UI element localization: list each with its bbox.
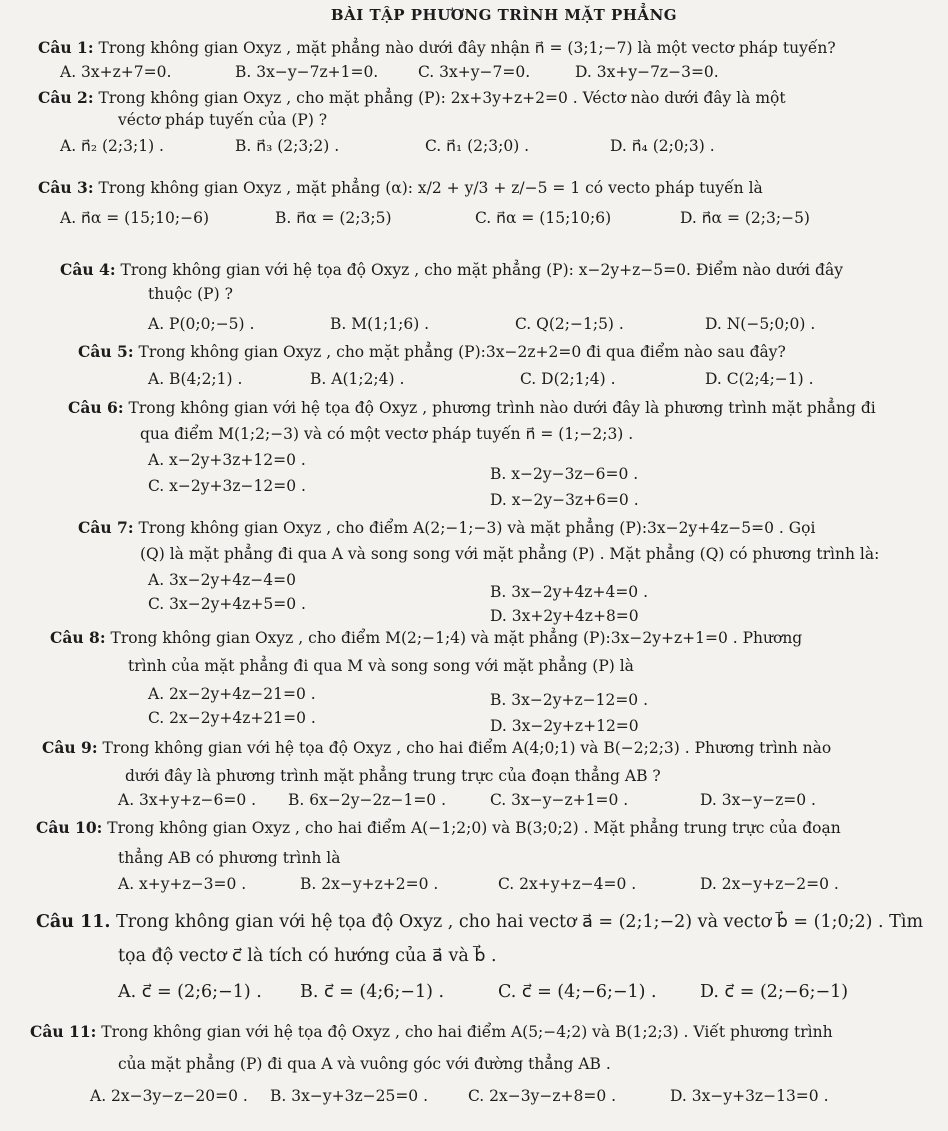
option-c[interactable]: C. n⃗α = (15;10;6) (475, 209, 612, 227)
question-label: Câu 6: (68, 398, 124, 417)
question-label: Câu 1: (38, 38, 94, 57)
question-text-line2: của mặt phẳng (P) đi qua A và vuông góc với đường thẳng AB . (118, 1055, 611, 1073)
option-a[interactable]: A. x+y+z−3=0 . (118, 875, 247, 893)
option-b[interactable]: B. n⃗α = (2;3;5) (275, 209, 392, 227)
question-label: Câu 11: (30, 1022, 97, 1041)
question-text-line2: véctơ pháp tuyến của (P) ? (118, 111, 328, 129)
question-label: Câu 4: (60, 260, 116, 279)
question-label: Câu 11. (36, 912, 111, 932)
question-label: Câu 3: (38, 178, 94, 197)
option-c[interactable]: C. c⃗ = (4;−6;−1) . (498, 982, 657, 1002)
option-c[interactable]: C. Q(2;−1;5) . (515, 315, 624, 333)
question-text: Câu 10: Trong không gian Oxyz , cho hai điểm A(−1;2;0) và B(3;0;2) . Mặt phẳng trung trực của đoạn (36, 818, 841, 837)
option-a[interactable]: A. c⃗ = (2;6;−1) . (118, 982, 262, 1002)
option-c[interactable]: C. 2x−3y−z+8=0 . (468, 1087, 617, 1105)
option-b[interactable]: B. 6x−2y−2z−1=0 . (288, 791, 447, 809)
option-b[interactable]: B. 3x−2y+z−12=0 . (490, 691, 649, 709)
option-a[interactable]: A. n⃗₂ (2;3;1) . (60, 137, 164, 155)
option-b[interactable]: B. M(1;1;6) . (330, 315, 430, 333)
option-c[interactable]: C. 2x−2y+4z+21=0 . (148, 709, 316, 727)
question-text: Câu 2: Trong không gian Oxyz , cho mặt phẳng (P): 2x+3y+z+2=0 . Véctơ nào dưới đây là một (38, 88, 786, 107)
option-c[interactable]: C. 2x+y+z−4=0 . (498, 875, 637, 893)
worksheet-title: BÀI TẬP PHƯƠNG TRÌNH MẶT PHẲNG (330, 6, 678, 24)
question-text: Câu 11: Trong không gian với hệ tọa độ Oxyz , cho hai điểm A(5;−4;2) và B(1;2;3) . Viết phương trình (30, 1022, 833, 1041)
option-d[interactable]: D. n⃗₄ (2;0;3) . (610, 137, 715, 155)
option-d[interactable]: D. 3x−2y+z+12=0 (490, 717, 639, 735)
option-a[interactable]: A. 3x+y+z−6=0 . (118, 791, 257, 809)
option-d[interactable]: D. 2x−y+z−2=0 . (700, 875, 839, 893)
option-b[interactable]: B. n⃗₃ (2;3;2) . (235, 137, 340, 155)
question-text: Câu 3: Trong không gian Oxyz , mặt phẳng (α): x/2 + y/3 + z/−5 = 1 có vecto pháp tuyến là (38, 178, 763, 197)
question-text-line2: qua điểm M(1;2;−3) và có một vectơ pháp tuyến n⃗ = (1;−2;3) . (140, 425, 634, 443)
option-d[interactable]: D. 3x−y+3z−13=0 . (670, 1087, 829, 1105)
option-b[interactable]: B. c⃗ = (4;6;−1) . (300, 982, 445, 1002)
question-text-line2: (Q) là mặt phẳng đi qua A và song song với mặt phẳng (P) . Mặt phẳng (Q) có phương trình là: (140, 545, 880, 563)
option-b[interactable]: B. 3x−y+3z−25=0 . (270, 1087, 429, 1105)
question-text-line2: tọa độ vectơ c⃗ là tích có hướng của a⃗ và b⃗ . (118, 946, 497, 966)
question-label: Câu 5: (78, 342, 134, 361)
option-a[interactable]: A. 2x−2y+4z−21=0 . (148, 685, 316, 703)
option-b[interactable]: B. 3x−2y+4z+4=0 . (490, 583, 649, 601)
question-text: Câu 7: Trong không gian Oxyz , cho điểm A(2;−1;−3) và mặt phẳng (P):3x−2y+4z−5=0 . Gọi (78, 518, 816, 537)
option-c[interactable]: C. 3x−y−z+1=0 . (490, 791, 629, 809)
question-text: Câu 9: Trong không gian với hệ tọa độ Oxyz , cho hai điểm A(4;0;1) và B(−2;2;3) . Phương trình nào (42, 738, 832, 757)
question-text-line2: thuộc (P) ? (148, 285, 233, 303)
option-a[interactable]: A. n⃗α = (15;10;−6) (60, 209, 210, 227)
question-text: Câu 6: Trong không gian với hệ tọa độ Oxyz , phương trình nào dưới đây là phương trình mặt phẳng đi (68, 398, 876, 417)
question-label: Câu 10: (36, 818, 103, 837)
option-d[interactable]: D. N(−5;0;0) . (705, 315, 816, 333)
option-a[interactable]: A. 3x+z+7=0. (60, 63, 172, 81)
question-text: Câu 8: Trong không gian Oxyz , cho điểm M(2;−1;4) và mặt phẳng (P):3x−2y+z+1=0 . Phương (50, 628, 803, 647)
option-c[interactable]: C. D(2;1;4) . (520, 370, 616, 388)
option-c[interactable]: C. 3x−2y+4z+5=0 . (148, 595, 306, 613)
option-a[interactable]: A. 2x−3y−z−20=0 . (90, 1087, 248, 1105)
option-b[interactable]: B. A(1;2;4) . (310, 370, 405, 388)
option-c[interactable]: C. 3x+y−7=0. (418, 63, 531, 81)
question-text-line2: trình của mặt phẳng đi qua M và song song với mặt phẳng (P) là (128, 657, 634, 675)
option-a[interactable]: A. B(4;2;1) . (148, 370, 243, 388)
option-d[interactable]: D. n⃗α = (2;3;−5) (680, 209, 810, 227)
question-label: Câu 7: (78, 518, 134, 537)
question-label: Câu 9: (42, 738, 98, 757)
option-b[interactable]: B. 3x−y−7z+1=0. (235, 63, 379, 81)
option-c[interactable]: C. n⃗₁ (2;3;0) . (425, 137, 530, 155)
question-text-line2: thẳng AB có phương trình là (118, 849, 341, 867)
option-a[interactable]: A. 3x−2y+4z−4=0 (148, 571, 296, 589)
option-b[interactable]: B. 2x−y+z+2=0 . (300, 875, 439, 893)
option-a[interactable]: A. x−2y+3z+12=0 . (148, 451, 306, 469)
option-c[interactable]: C. x−2y+3z−12=0 . (148, 477, 306, 495)
option-a[interactable]: A. P(0;0;−5) . (148, 315, 255, 333)
question-text: Câu 11. Trong không gian với hệ tọa độ Oxyz , cho hai vectơ a⃗ = (2;1;−2) và vectơ b⃗ = (1;0;2) . Tìm (36, 912, 924, 932)
option-b[interactable]: B. x−2y−3z−6=0 . (490, 465, 639, 483)
option-d[interactable]: D. x−2y−3z+6=0 . (490, 491, 639, 509)
option-d[interactable]: D. 3x+y−7z−3=0. (575, 63, 719, 81)
question-label: Câu 8: (50, 628, 106, 647)
option-d[interactable]: D. 3x+2y+4z+8=0 (490, 607, 639, 625)
question-text-line2: dưới đây là phương trình mặt phẳng trung trực của đoạn thẳng AB ? (125, 767, 661, 785)
question-text: Câu 5: Trong không gian Oxyz , cho mặt phẳng (P):3x−2z+2=0 đi qua điểm nào sau đây? (78, 342, 786, 361)
option-d[interactable]: D. C(2;4;−1) . (705, 370, 814, 388)
question-text: Câu 4: Trong không gian với hệ tọa độ Oxyz , cho mặt phẳng (P): x−2y+z−5=0. Điểm nào dưới đây (60, 260, 843, 279)
option-d[interactable]: D. 3x−y−z=0 . (700, 791, 816, 809)
option-d[interactable]: D. c⃗ = (2;−6;−1) (700, 982, 849, 1002)
question-label: Câu 2: (38, 88, 94, 107)
question-text: Câu 1: Trong không gian Oxyz , mặt phẳng nào dưới đây nhận n⃗ = (3;1;−7) là một vectơ pháp tuyến? (38, 38, 836, 57)
